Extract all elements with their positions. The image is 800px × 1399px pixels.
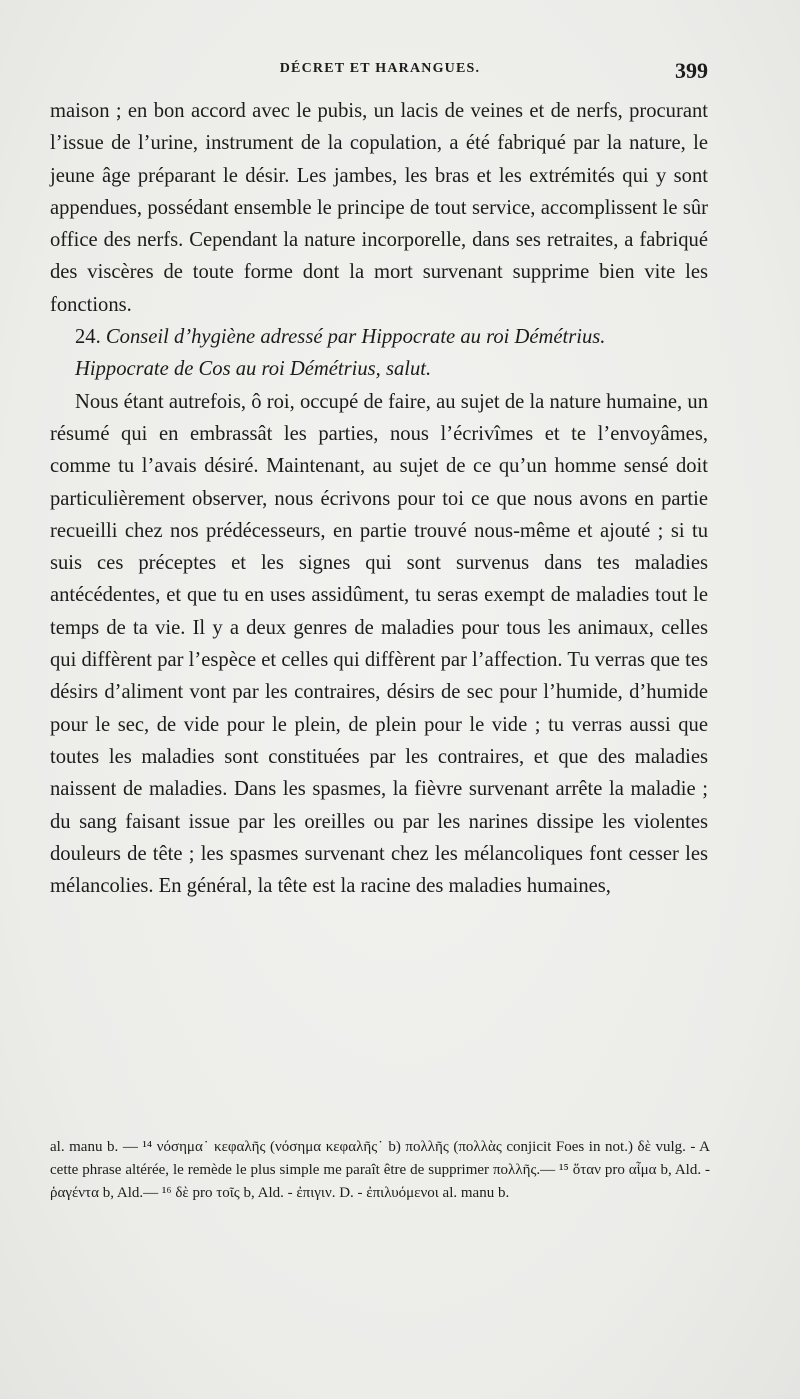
footnotes [50, 1136, 710, 1205]
footnote-text: al. manu b. — ¹⁴ νόσημα˙ κεφαλῆς (νόσημα κεφαλῆς˙ b) πολλῆς (πολλὰς conjicit Foes in not.) δὲ vulg. - A cette phrase altérée, le remède le plus simple me paraît être de supprimer πολλῆς.— ¹⁵ ὅταν pro αἷμα b, Ald. - ῥαγέντα b, Ald.— ¹⁶ δὲ pro τοῖς b, Ald. - ἐπιγιν. D. - ἐπιλυόμενοι al. manu b. [50, 1139, 710, 1201]
section-heading [50, 321, 708, 353]
running-head: DÉCRET ET HARANGUES. [279, 61, 481, 76]
section-title: Conseil d’hygiène adressé par Hippocrate au roi Démétrius. [105, 326, 606, 349]
letter-paragraph: Nous étant autrefois, ô roi, occupé de faire, au sujet de la nature humaine, un résumé qui en embrassât les parties, nous l’écrivîmes et te l’envoyâmes, comme tu l’avais désiré. Maintenant, au sujet de ce qu’un homme sensé doit particulièrement observer, nous écrivons pour toi ce que nous avons en partie recueilli chez nos prédécesseurs, en partie trouvé nous-même et ajouté ; si tu suis ces préceptes et les signes qui sont survenus dans tes maladies antécédentes, et que tu en uses assidûment, tu seras exempt de maladies tout le temps de ta vie. Il y a deux genres de maladies pour tous les animaux, celles qui diffèrent par l’espèce et celles qui diffèrent par l’affection. Tu verras que tes désirs d’aliment vont par les contraires, désirs de sec pour l’humide, d’humide pour le sec, de vide pour le plein, de plein pour le vide ; tu verras aussi que toutes les maladies sont constituées par les contraires, et que des maladies naissent de maladies. Dans les spasmes, la fièvre survenant arrête la maladie ; du sang faisant issue par les oreilles ou par les narines dissipe les violentes douleurs de tête ; les spasmes survenant chez les mélancoliques font cesser les mélancolies. En général, la tête est la racine des maladies humaines, [50, 390, 708, 898]
section-number: 24. [75, 326, 101, 349]
body-text [50, 95, 708, 902]
paragraph-continuation: maison ; en bon accord avec le pubis, un lacis de veines et de nerfs, procurant l’issue de l’urine, instrument de la copulation, a été fabriqué par la nature, le jeune âge préparant le désir. Les jambes, les bras et les extrémités qui y sont appendues, possédant ensemble le principe de tout service, accomplissent le sûr office des nerfs. Cependant la nature incorporelle, dans ses retraites, a fabriqué des viscères de toute forme dont la mort survenant supprime bien vite les fonctions. [50, 100, 708, 316]
page-header [50, 58, 710, 84]
page-number: 399 [675, 58, 708, 83]
letter-salutation: Hippocrate de Cos au roi Démétrius, salut. [75, 358, 432, 381]
